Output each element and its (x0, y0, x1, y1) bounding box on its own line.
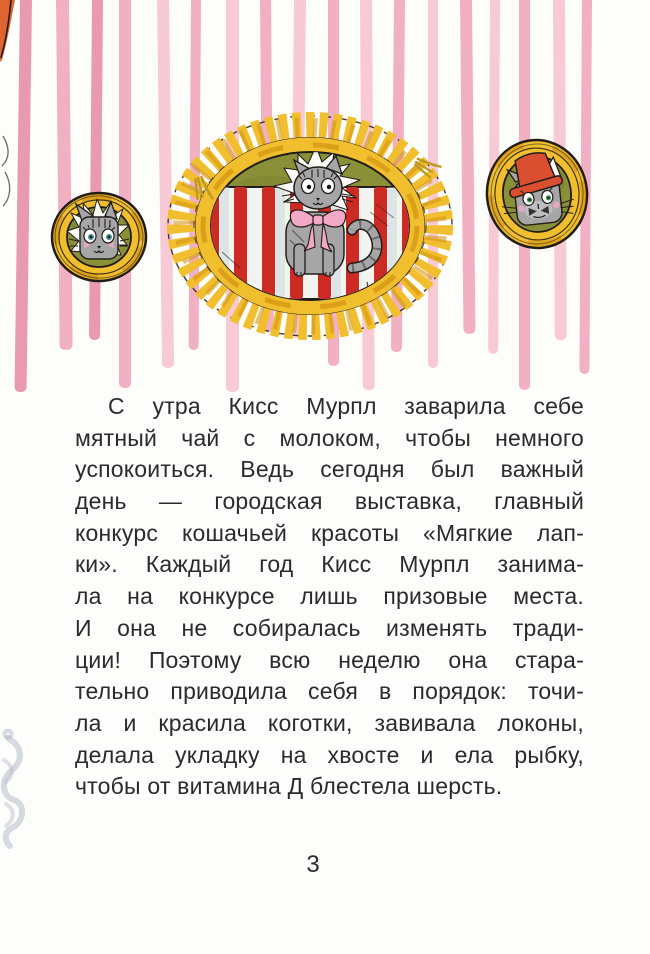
illustration-cat-portraits-on-striped-wall (0, 0, 650, 400)
story-line: С утра Кисс Мурпл заварила себе (108, 393, 584, 419)
story-line: конкурс кошачьей красоты «Мягкие лап- (75, 519, 584, 546)
story-line: день — городская выставка, главный (75, 488, 584, 515)
story-line: ла и красила коготки, завивала локоны, (75, 709, 584, 736)
wallpaper-stripe (157, 0, 174, 368)
pencil-sketch-bottom-left (0, 700, 70, 870)
story-line: И она не собиралась изменять тради- (75, 614, 584, 641)
story-line: ла на конкурсе лишь призовые места. (75, 583, 584, 610)
wallpaper-stripe (89, 0, 103, 340)
story-line: тельно приводила себя в порядок: точи- (75, 678, 584, 705)
page-corner-fragment (0, 0, 15, 62)
page-number: 3 (306, 851, 320, 878)
story-line: ции! Поэтому всю неделю она стара- (75, 646, 584, 673)
wallpaper-stripe (56, 0, 73, 350)
wallpaper-stripe (460, 0, 476, 334)
portrait-center-kitten (168, 116, 452, 336)
story-paragraph (75, 391, 584, 803)
story-line: ки». Каждый год Кисс Мурпл занима- (75, 551, 584, 578)
wallpaper-stripe (119, 0, 131, 388)
wallpaper-stripe (15, 0, 33, 392)
story-line: мятный чай с молоком, чтобы немного (75, 424, 584, 451)
story-line: делала укладку на хвосте и ела рыбку, (75, 741, 584, 768)
pencil-sketch-left-edge (2, 136, 10, 206)
story-line: успокоиться. Ведь сегодня был важный (75, 456, 584, 483)
story-line: чтобы от витамина Д блестела шерсть. (75, 773, 503, 800)
